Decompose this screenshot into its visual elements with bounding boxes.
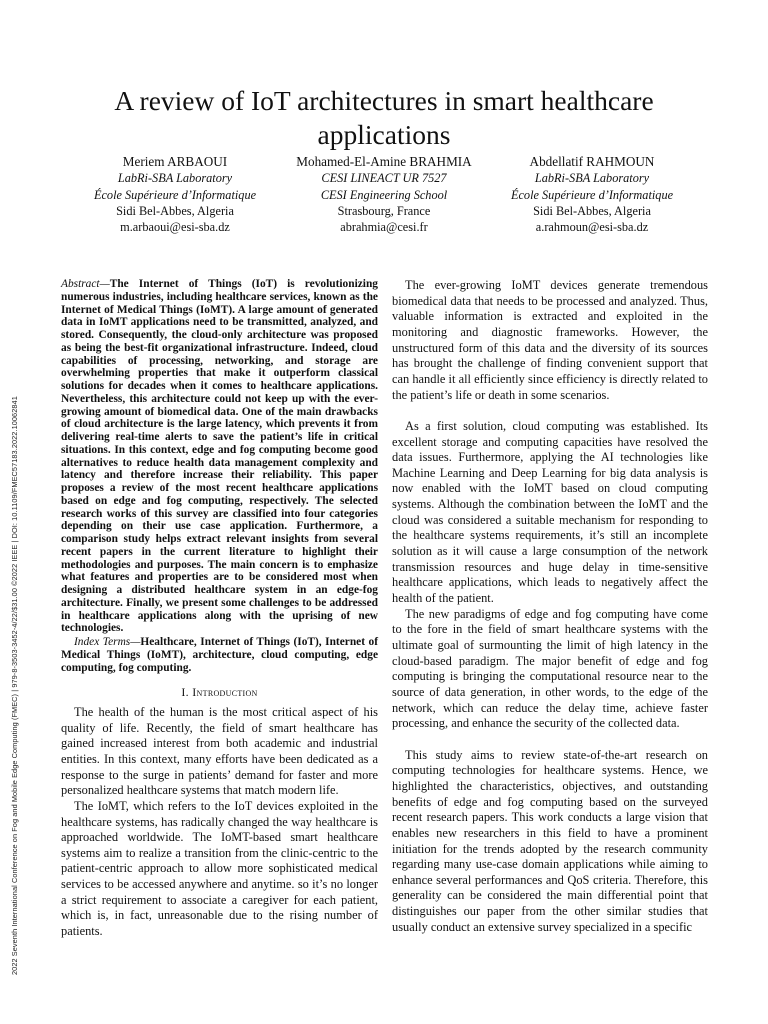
section-number: I. [181, 685, 189, 700]
author-email[interactable]: abrahmia@cesi.fr [340, 220, 428, 235]
author-city: Sidi Bel-Abbes, Algeria [533, 203, 651, 218]
author-lab: LabRi-SBA Laboratory [534, 171, 650, 186]
section-heading [61, 685, 378, 701]
author-city: Sidi Bel-Abbes, Algeria [116, 203, 234, 218]
author-email[interactable]: m.arbaoui@esi-sba.dz [120, 220, 230, 235]
author-lab: CESI LINEACT UR 7527 [321, 171, 447, 186]
paper-title: A review of IoT architectures in smart healthcare applications [114, 85, 654, 151]
abstract-text: The Internet of Things (IoT) is revolutionizing numerous industries, including healthcare services, known as the Internet of Medical Things (IoMT). A large amount of generated data in IoMT applications need to be transmitted, analyzed, and stored. Consequently, the cloud-only architecture was proposed as being the best-fit organizational infrastructure. Indeed, cloud capabilities of processing, networking, and storage are overwhelming properties that make it outperform classical solutions for decades when it comes to healthcare applications. Nevertheless, this architecture could not keep up with the ever-growing amount of biomedical data. One of the main drawbacks of cloud architecture is the large latency, which prevents it from delivering real-time alerts to save the patient’s life in critical situations. In this context, edge and fog computing become good alternatives to reduce health data management complexity and latency and therefore increase their reliability. This paper proposes a review of the most recent healthcare applications based on edge and fog computing, respectively. The selected research works of this survey are classified into four categories depending on their use case application. Furthermore, a comparison study helps extract relevant insights from several recent papers in the current literature to highlight their methodologies and purposes. The main concern is to emphasize what features and properties are to be considered most when designing a distributed healthcare system in an edge-fog architecture. Finally, we present some challenges to be addressed in healthcare applications along with the uprising of new technologies. [61, 278, 378, 635]
author-3 [487, 154, 697, 235]
author-2 [279, 154, 489, 235]
index-terms [61, 636, 378, 674]
body-paragraph: The IoMT, which refers to the IoT devices exploited in the healthcare systems, has radically changed the way healthcare is approached worldwide. The IoMT-based smart healthcare systems aim to realize a transition from the clinic-centric to the patient-centric approach to allow more sophisticated medical services to be accessed anywhere and anytime. so it’s no longer a strict requirement to associate a caregiver for each patient, which is, in fact, unreasonable due to the rising number of patients. [61, 798, 378, 939]
conference-side-note: 2022 Seventh International Conference on Fog and Mobile Edge Computing (FMEC) | 979-8-3503-3452-4/22/$31.00 ©2022 IEEE | DOI: 10.1109/FMEC57183.2022.10062841 [10, 396, 19, 975]
body-paragraph: The health of the human is the most critical aspect of his quality of life. Recently, the field of smart healthcare has gained increased interest from both academic and industrial entities. In this context, many efforts have been dedicated as a response to the surge in patients’ demand for faster and more personalized healthcare systems that match modern life. [61, 704, 378, 798]
abstract-label: Abstract— [61, 278, 110, 290]
author-school: CESI Engineering School [320, 187, 448, 202]
left-column [61, 278, 378, 940]
body-paragraph: This study aims to review state-of-the-art research on computing technologies for healthcare systems. Hence, we highlighted the characteristics, objectives, and outstanding benefits of edge and fog computing based on the surveyed recent research papers. This work conducts a large vision that enables new researchers in this field to have a prominent initiation for the trends adopted by the research community regarding many use-case domain applications while aiming to enhance several performances and QoS criteria. Therefore, this generality can be considered the main differential point that distinguishes our paper from the other similar studies that usually conduct an extensive survey specialized in a specific [392, 747, 708, 934]
author-lab: LabRi-SBA Laboratory [117, 171, 233, 186]
index-terms-text: Healthcare, Internet of Things (IoT), Internet of Medical Things (IoMT), architecture, cloud computing, edge computing, fog computing. [61, 636, 378, 674]
author-school: École Supérieure d’Informatique [93, 187, 257, 202]
author-email[interactable]: a.rahmoun@esi-sba.dz [535, 220, 649, 235]
body-paragraph: The new paradigms of edge and fog computing have come to the fore in the field of smart healthcare systems with the ultimate goal of surmounting the limit of high latency in the cloud-based paradigm. The major benefit of edge and fog computing is bringing the computational resource near to the source of data generation, in other words, to the edge of the network, which can reduce the delay time, achieve faster processing, and enhance the security of the collected data. [392, 606, 708, 731]
abstract [61, 278, 378, 635]
author-1 [70, 154, 280, 235]
body-paragraph: The ever-growing IoMT devices generate tremendous biomedical data that needs to be processed and analyzed. Thus, valuable information is extracted and exploited in the monitoring and diagnostic frameworks. However, the unstructured form of this data and the diversity of its sources has brought the challenge of finding convenient support that can handle it all efficiently since efficiency is directly related to the patient’s life or death in some scenarios. [392, 278, 708, 402]
author-city: Strasbourg, France [337, 203, 431, 218]
body-paragraph: As a first solution, cloud computing was established. Its excellent storage and computing capacities have resolved the data issues. Furthermore, applying the AI technologies like Machine Learning and Deep Learning for big data analysis is now enabled with the IoMT based on cloud computing systems. Although the combination between the IoMT and the cloud was considered a suitable mechanism for responding to the healthcare systems requirements, it’s still an incomplete solution as it will cause a large consumption of the network transmission resources and huge delay in time-sensitive healthcare applications, which leads to negatively affect the health of the patient. [392, 418, 708, 606]
section-title: Introduction [192, 685, 258, 700]
right-column [392, 278, 708, 935]
author-name: Mohamed-El-Amine BRAHMIA [296, 154, 472, 169]
author-school: École Supérieure d’Informatique [510, 187, 674, 202]
author-name: Abdellatif RAHMOUN [529, 154, 655, 169]
index-terms-label: Index Terms— [74, 636, 141, 648]
author-name: Meriem ARBAOUI [122, 154, 228, 169]
